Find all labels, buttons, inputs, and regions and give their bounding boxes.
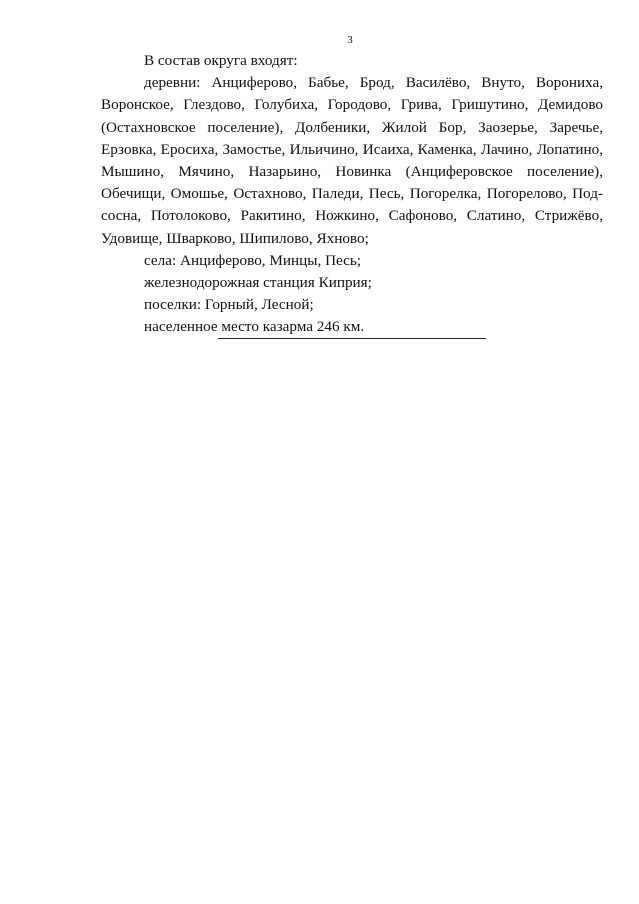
page-number: 3	[347, 34, 353, 46]
barracks-line: населенное место казарма 246 км.	[144, 318, 365, 336]
villages-paragraph: деревни: Анциферово, Бабье, Брод, Василёво, Внуто, Ворониха, Воронское, Глездово, Голубиха, Городово, Грива, Гришутино, Демидово (Остахновское поселение), Долбеники, Жилой Бор, Заозерье, Заречье, Ерзовка, Еросиха, Замостье, Ильичино, Исаиха, Каменка, Лачино, Лопатино, Мышино, Мячино, Назарьино, Новинка (Анциферовское поселение), Обечищи, Омошье, Остахново, Паледи, Песь, Погорелка, Погорелово, Подсосна, Потолоково, Ракитино, Ножкино, Сафоново, Слатино, Стрижёво, Удовище, Шварково, Шипилово, Яхново;	[101, 74, 603, 247]
closing-rule	[218, 338, 486, 339]
settlements-line: поселки: Горный, Лесной;	[144, 296, 314, 314]
intro-line: В состав округа входят:	[144, 52, 298, 69]
station-line: железнодорожная станция Киприя;	[144, 274, 372, 292]
selos-line: села: Анциферово, Минцы, Песь;	[144, 251, 362, 269]
document-body	[101, 50, 603, 339]
